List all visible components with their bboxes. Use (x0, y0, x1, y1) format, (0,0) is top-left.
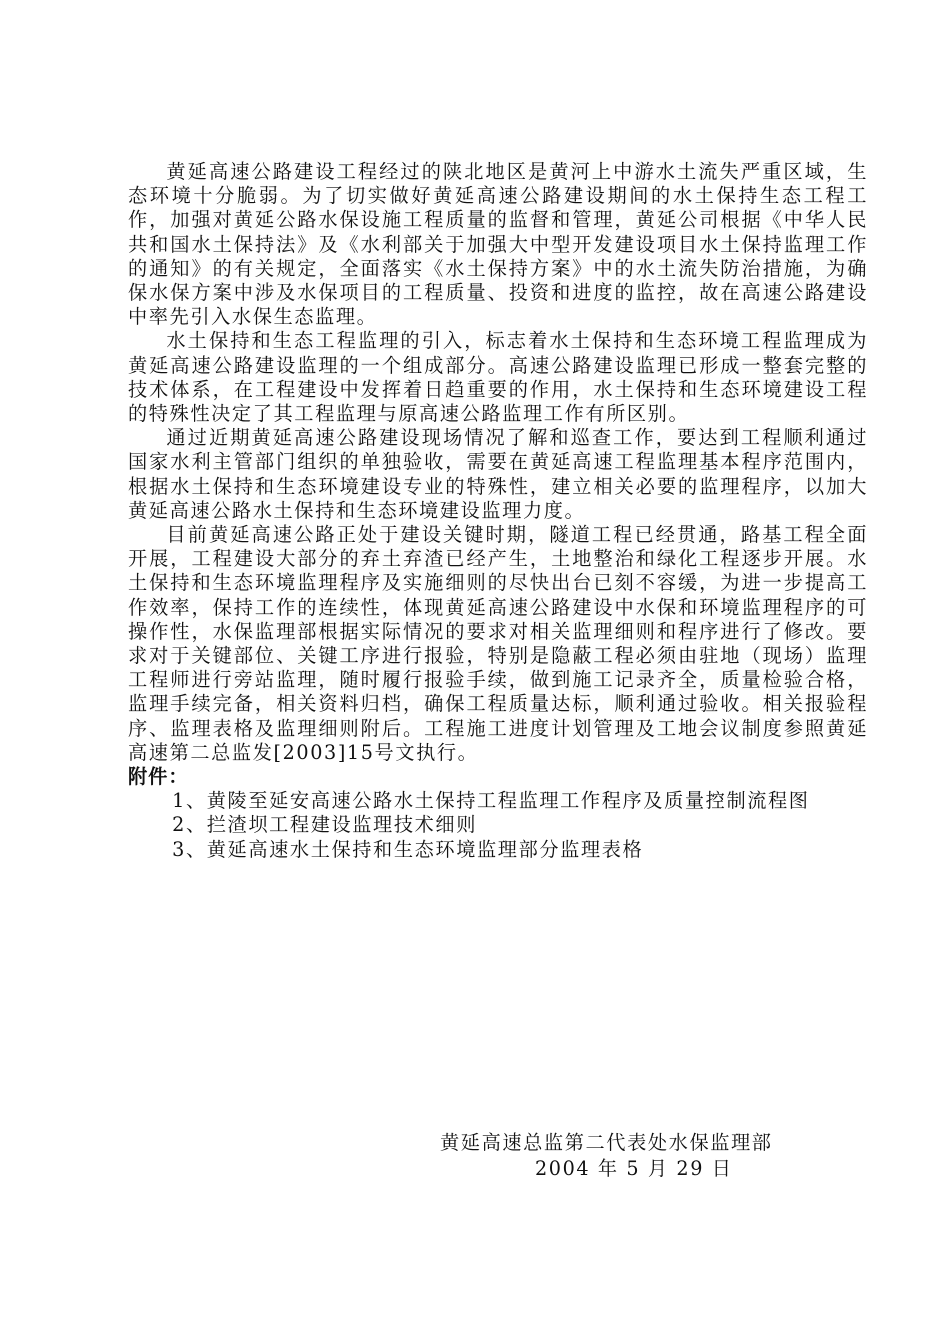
paragraph-introduction-of-supervision: 水土保持和生态工程监理的引入，标志着水土保持和生态环境工程监理成为黄延高速公路建设监理的一个组成部分。高速公路建设监理已形成一整套完整的技术体系，在工程建设中发挥着日趋重要的作用，水土保持和生态环境建设工程的特殊性决定了其工程监理与原高速公路监理工作有所区别。 (128, 329, 868, 426)
paragraph-current-status: 目前黄延高速公路正处于建设关键时期，隧道工程已经贯通，路基工程全面开展，工程建设大部分的弃土弃渣已经产生，土地整治和绿化工程逐步开展。水土保持和生态环境监理程序及实施细则的尽快出台已刻不容缓，为进一步提高工作效率，保持工作的连续性，体现黄延高速公路建设中水保和环境监理程序的可操作性，水保监理部根据实际情况的要求对相关监理细则和程序进行了修改。要求对于关键部位、关键工序进行报验，特别是隐蔽工程必须由驻地（现场）监理工程师进行旁站监理，随时履行报验手续，做到施工记录齐全，质量检验合格，监理手续完备，相关资料归档，确保工程质量达标，顺利通过验收。相关报验程序、监理表格及监理细则附后。工程施工进度计划管理及工地会议制度参照黄延高速第二总监发[2003]15号文执行。 (128, 523, 868, 764)
paragraph-intro: 黄延高速公路建设工程经过的陕北地区是黄河上中游水土流失严重区域，生态环境十分脆弱。为了切实做好黄延高速公路建设期间的水土保持生态工程工作，加强对黄延公路水保设施工程质量的监督和管理，黄延公司根据《中华人民共和国水土保持法》及《水利部关于加强大中型开发建设项目水土保持监理工作的通知》的有关规定，全面落实《水土保持方案》中的水土流失防治措施，为确保水保方案中涉及水保项目的工程质量、投资和进度的监控，故在高速公路建设中率先引入水保生态监理。 (128, 160, 868, 329)
document-body (128, 160, 868, 862)
attachment-item: 2、拦渣坝工程建设监理技术细则 (172, 813, 477, 837)
signature-block (440, 1130, 860, 1182)
paragraph-inspection-work: 通过近期黄延高速公路建设现场情况了解和巡查工作，要达到工程顺利通过国家水利主管部门组织的单独验收，需要在黄延高速工程监理基本程序范围内，根据水土保持和生态环境建设专业的特殊性，建立相关必要的监理程序，以加大黄延高速公路水土保持和生态环境建设监理力度。 (128, 426, 868, 522)
attachments-list (128, 789, 868, 862)
attachments-title: 附件： (128, 765, 189, 789)
attachment-item: 3、黄延高速水土保持和生态环境监理部分监理表格 (172, 837, 644, 861)
signature-organization: 黄延高速总监第二代表处水保监理部 (440, 1131, 773, 1154)
attachment-item: 1、黄陵至延安高速公路水土保持工程监理工作程序及质量控制流程图 (172, 789, 810, 813)
signature-date: 2004 年 5 月 29 日 (535, 1157, 733, 1180)
